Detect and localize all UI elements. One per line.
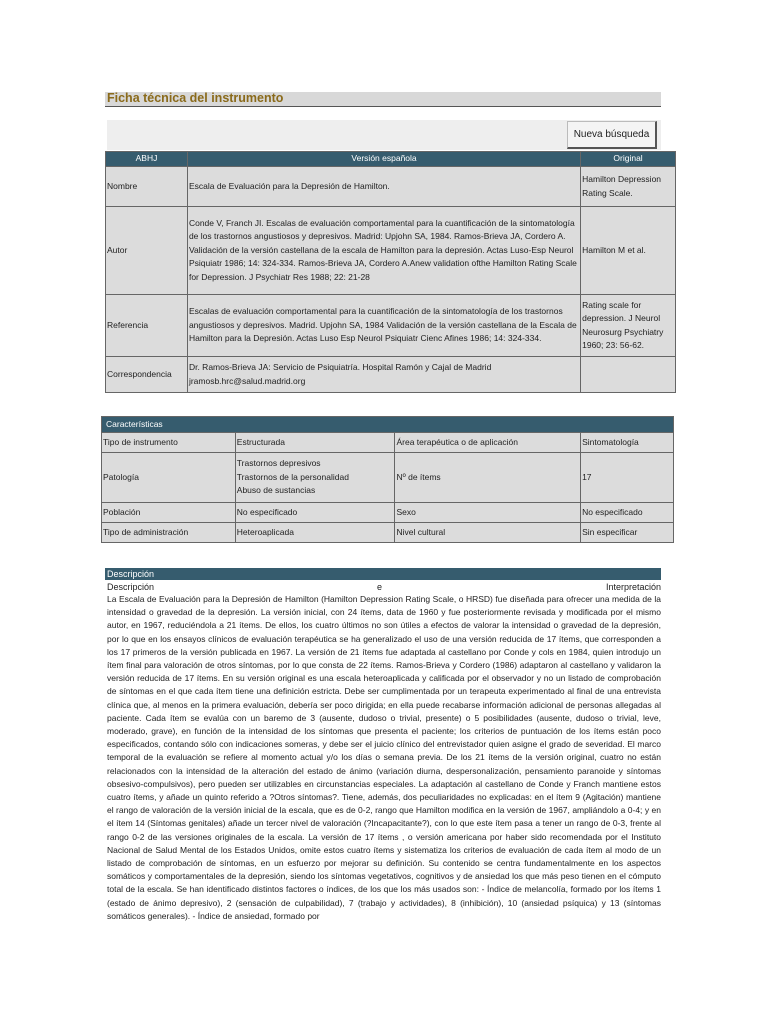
table-row bbox=[106, 167, 676, 207]
char-value2: 17 bbox=[581, 453, 674, 503]
description-body: La Escala de Evaluación para la Depresión de Hamilton (Hamilton Depression Rating Scale, o HRSD) fue diseñada para ofrecer una medida de la intensidad o gravedad de la depresión. La versión inicial, con 24 ítems, data de 1960 y fue posteriormente revisada y modificada por el mismo autor, en 1967, reduciéndola a 21 ítems. De ellos, los cuatro últimos no son útiles a efectos de valorar la intensidad o gravedad de la depresión, por lo que en los ensayos clínicos de evaluación terapéutica se ha generalizado el uso de una versión reducida de 17 ítems, que corresponden a los 17 primeros de la versión publicada en 1967. La versión de 21 ítems fue adaptada al castellano por Conde y cols en 1984, quien introdujo un ítem final para valoración de otros síntomas, por lo que consta de 22 ítems. Ramos-Brieva y Cordero (1986) adaptaron al castellano y validaron la versión reducida de 17 ítems. En su versión original es una escala heteroaplicada y calificada por el observador y no un listado de comprobación de síntomas en el que cada ítem tiene una definición estricta. Debe ser cumplimentada por un terapeuta experimentado al final de una entrevista clínica que, al menos en la primera evaluación, debería ser poco dirigida; en ella puede recabarse información adicional de personas allegadas al paciente. Cada ítem se evalúa con un baremo de 3 (ausente, dudoso o trivial, presente) o 5 posibilidades (ausente, dudoso o trivial, leve, moderado, grave), en función de la intensidad de los síntomas que presenta el paciente; los criterios de puntuación de los ítems están poco especificados, contando sólo con indicaciones someras, y debe ser el juicio clínico del entrevistador quien asigne el grado de severidad. El marco temporal de la evaluación se refiere al momento actual y/o los días o semana previa. De los 21 ítems de la versión original, cuatro no están relacionados con la intensidad de la alteración del estado de ánimo (variación diurna, despersonalización, pensamiento paranoide y síntomas obsesivo-compulsivos), pero pueden ser utilizables en circunstancias especiales. La adaptación al castellano de Conde y Franch mantiene estos cuatro ítems, y añade un quinto referido a ?Otros síntomas?. Tiene, además, dos peculiaridades no explicadas: en el ítem 9 (Agitación) mantiene el rango de valoración de la versión inicial de la escala, que es de 0-2, rango que Hamilton modifica en la versión de 1967, ampliándolo a 0-4; y en el ítem 14 (Síntomas genitales) añade un tercer nivel de valoración (?Incapacitante?), con lo que este ítem pasa a tener un rango de 0-3, frente al rango 0-2 de las versiones originales de la escala. La versión de 17 ítems , o versión americana por haber sido recomendada por el Instituto Nacional de Salud Mental de los Estados Unidos, omite estos cuatro ítems y sistematiza los criterios de evaluación de cada ítem al modo de un listado de comprobación de síntomas, en un esfuerzo por mejorar su definición. Su contenido se centra fundamentalmente en los aspectos somáticos y comportamentales de la depresión, siendo los síntomas vegetativos, cognitivos y de ansiedad los que más peso tienen en el cómputo total de la escala. Se han identificado distintos factores o índices, de los que los más usados son: - Índice de melancolía, formado por los ítems 1 (estado de ánimo depresivo), 2 (sensación de culpabilidad), 7 (trabajo y actividades), 8 (inhibición), 10 (ansiedad psíquica) y 13 (síntomas somáticos generales). - Índice de ansiedad, formado por bbox=[107, 594, 661, 921]
char-label2: Área terapéutica o de aplicación bbox=[395, 433, 581, 453]
page-title: Ficha técnica del instrumento bbox=[107, 91, 284, 105]
summary-header-row bbox=[106, 152, 676, 167]
row-spanish: Escala de Evaluación para la Depresión de Hamilton. bbox=[187, 167, 580, 207]
section-title-bar bbox=[105, 92, 661, 107]
table-row bbox=[102, 453, 674, 503]
char-label2: Nº de ítems bbox=[395, 453, 581, 503]
char-value2: No especificado bbox=[581, 503, 674, 523]
char-value: Estructurada bbox=[235, 433, 395, 453]
char-label2: Sexo bbox=[395, 503, 581, 523]
contact-line: Dr. Ramos-Brieva JA: Servicio de Psiquiatría. Hospital Ramón y Cajal de Madrid bbox=[188, 362, 492, 372]
char-label: Tipo de instrumento bbox=[102, 433, 236, 453]
char-value2: Sin especificar bbox=[581, 523, 674, 543]
table-row bbox=[102, 503, 674, 523]
col-header-spanish: Versión española bbox=[187, 152, 580, 167]
row-spanish: Conde V, Franch JI. Escalas de evaluación comportamental para la cuantificación de la sintomatología de los trastornos angustiosos y depresivos. Madrid: Upjohn SA, 1984. Ramos-Brieva JA, Cordero A. Validación de la versión castellana de la escala de Hamilton para la depresión. Actas Luso-Esp Neurol Psiquiatr 1986; 14: 324-334. Ramos-Brieva JA, Cordero A.Anew validation ofthe Hamilton Rating Scale for Depression. J Psychiatr Res 1988; 22: 21-28 bbox=[187, 207, 580, 295]
row-original bbox=[581, 357, 676, 393]
row-label: Nombre bbox=[106, 167, 188, 207]
char-value bbox=[235, 453, 395, 503]
table-row bbox=[106, 207, 676, 295]
pathology-item: Trastornos depresivos bbox=[236, 458, 321, 469]
char-label: Población bbox=[102, 503, 236, 523]
characteristics-header-row bbox=[102, 417, 674, 433]
description-sub-mid: e bbox=[377, 582, 383, 592]
new-search-button[interactable]: Nueva búsqueda bbox=[567, 121, 657, 149]
char-label: Patología bbox=[102, 453, 236, 503]
search-toolbar bbox=[107, 120, 661, 150]
char-value: No especificado bbox=[235, 503, 395, 523]
row-spanish bbox=[187, 357, 580, 393]
row-label: Autor bbox=[106, 207, 188, 295]
description-subheading bbox=[107, 581, 661, 593]
pathology-item: Trastornos de la personalidad bbox=[236, 471, 349, 482]
char-value2: Sintomatología bbox=[581, 433, 674, 453]
table-row bbox=[106, 295, 676, 357]
pathology-item: Abuso de sustancias bbox=[236, 485, 316, 496]
row-original: Hamilton Depression Rating Scale. bbox=[581, 167, 676, 207]
table-row bbox=[106, 357, 676, 393]
description-heading: Descripción bbox=[105, 568, 661, 580]
col-header-original: Original bbox=[581, 152, 676, 167]
row-label: Referencia bbox=[106, 295, 188, 357]
char-label2: Nivel cultural bbox=[395, 523, 581, 543]
table-row bbox=[102, 433, 674, 453]
char-value: Heteroaplicada bbox=[235, 523, 395, 543]
contact-email[interactable]: jramosb.hrc@salud.madrid.org bbox=[188, 375, 306, 386]
row-label: Correspondencia bbox=[106, 357, 188, 393]
row-original: Rating scale for depression. J Neurol Neurosurg Psychiatry 1960; 23: 56-62. bbox=[581, 295, 676, 357]
characteristics-table bbox=[101, 416, 674, 543]
description-sub-left: Descripción bbox=[107, 582, 155, 592]
col-header-abhj: ABHJ bbox=[106, 152, 188, 167]
row-original: Hamilton M et al. bbox=[581, 207, 676, 295]
description-sub-right: Interpretación bbox=[605, 582, 661, 592]
char-label: Tipo de administración bbox=[102, 523, 236, 543]
table-row bbox=[102, 523, 674, 543]
row-spanish: Escalas de evaluación comportamental para la cuantificación de la sintomatología de los trastornos angustiosos y depresivos. Madrid. Upjohn SA, 1984 Validación de la versión castellana de la Escala de Hamilton para la Depresión. Actas Luso Esp Neurol Psiquiatr Cienc Afines 1986; 14: 324-334. bbox=[187, 295, 580, 357]
characteristics-heading: Características bbox=[102, 417, 674, 433]
summary-table bbox=[105, 151, 676, 393]
